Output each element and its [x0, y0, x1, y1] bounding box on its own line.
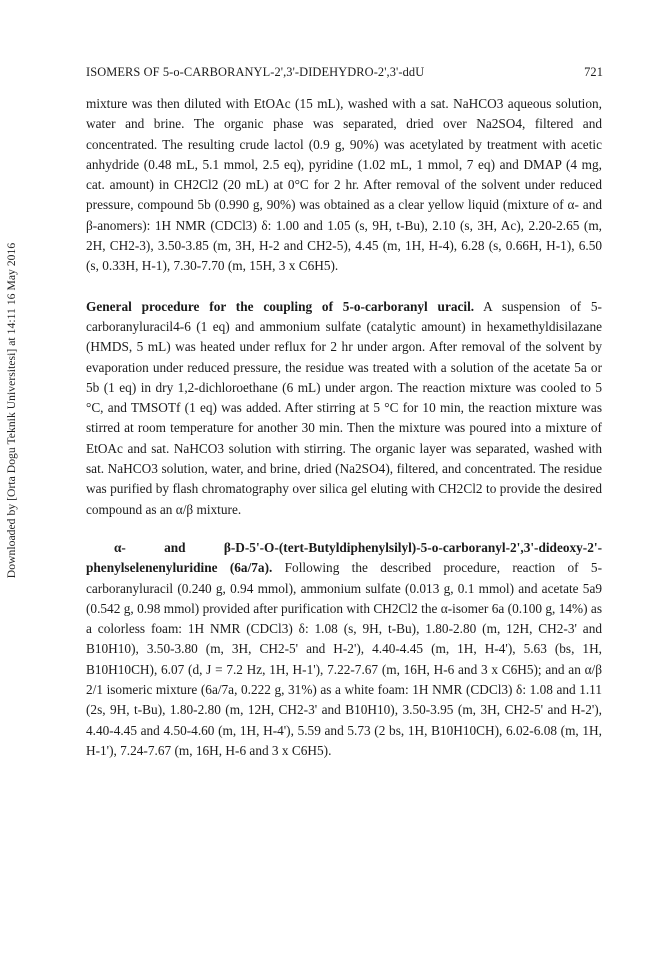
section-heading-general-procedure: General procedure for the coupling of 5-o-carboranyl uracil.: [86, 298, 475, 314]
running-title: ISOMERS OF 5-o-CARBORANYL-2',3'-DIDEHYDRO-2',3'-ddU: [86, 65, 425, 79]
paragraph-compound-6a-7a: [86, 538, 602, 761]
page-body: [86, 94, 602, 761]
paragraph-general-procedure: [86, 297, 602, 520]
compound-heading-6a-7a: α- and β-D-5'-O-(tert-Butyldiphenylsilyl)-5-o-carboranyl-2',3'-dideoxy-2'-phenylselenenyluridine (6a/7a).: [86, 539, 602, 576]
download-watermark: [2, 150, 22, 670]
page-number: 721: [584, 65, 603, 79]
general-procedure-text: A suspension of 5-carboranyluracil4-6 (1 eq) and ammonium sulfate (catalytic amount) in hexamethyldisilazane (HMDS, 5 mL) was heated under reflux for 2 hr under argon. After removal of the solvent by evaporation under reduced pressure, the residue was treated with a solution of the acetate 5a or 5b (1 eq) in dry 1,2-dichloroethane (6 mL) under argon. The reaction mixture was cooled to 5 °C, and TMSOTf (1 eq) was added. After stirring at 5 °C for 10 min, the reaction mixture was stirred at room temperature for another 30 min. Then the mixture was poured into a mixture of EtOAc and sat. NaHCO3 solution with stirring. The organic layer was separated, washed with sat. NaHCO3 solution, water, and brine, dried (Na2SO4), filtered, and concentrated. The residue was purified by flash chromatography over silica gel eluting with CH2Cl2 to provide the desired compound as an α/β mixture.: [86, 298, 602, 517]
download-note: Downloaded by [Orta Dogu Teknik Universitesi] at 14:11 16 May 2016: [5, 242, 19, 578]
paragraph-continuation: mixture was then diluted with EtOAc (15 mL), washed with a sat. NaHCO3 aqueous solution, water and brine. The organic phase was separated, dried over Na2SO4, filtered and concentrated. The resulting crude lactol (0.9 g, 90%) was acetylated by treatment with acetic anhydride (0.48 mL, 5.1 mmol, 2.5 eq), pyridine (1.02 mL, 1 mmol, 7 eq) and DMAP (4 mg, cat. amount) in CH2Cl2 (20 mL) at 0°C for 2 hr. After removal of the solvent under reduced pressure, compound 5b (0.990 g, 90%) was obtained as a clear yellow liquid (mixture of α- and β-anomers): 1H NMR (CDCl3) δ: 1.00 and 1.05 (s, 9H, t-Bu), 2.10 (s, 3H, Ac), 2.20-2.65 (m, 2H, CH2-3), 3.50-3.85 (m, 3H, H-2 and CH2-5), 4.45 (m, 1H, H-4), 6.28 (s, 0.66H, H-1), 6.50 (s, 0.33H, H-1), 7.30-7.70 (m, 15H, 3 x C6H5).: [86, 96, 602, 274]
compound-6a-7a-text: Following the described procedure, reaction of 5-carboranyluracil (0.240 g, 0.94 mmol), ammonium sulfate (0.013 g, 0.1 mmol) and acetate 5a9 (0.542 g, 0.98 mmol) provided after purification with CH2Cl2 the α-isomer 6a (0.100 g, 14%) as a colorless foam: 1H NMR (CDCl3) δ: 1.08 (s, 9H, t-Bu), 1.80-2.80 (m, 12H, CH2-3' and B10H10), 3.50-3.80 (m, 3H, CH2-5' and H-2'), 4.40-4.45 (m, 1H, H-4'), 5.63 (bs, 1H, B10H10CH), 6.07 (d, J = 7.2 Hz, 1H, H-1'), 7.22-7.67 (m, 16H, H-6 and 3 x C6H5); and an α/β 2/1 isomeric mixture (6a/7a, 0.222 g, 31%) as a white foam: 1H NMR (CDCl3) δ: 1.08 and 1.11 (2s, 9H, t-Bu), 1.80-2.80 (m, 12H, CH2-3' and B10H10), 3.50-3.95 (m, 3H, CH2-5' and H-2'), 4.40-4.45 and 4.50-4.60 (m, 1H, H-4'), 5.59 and 5.73 (2 bs, 1H, B10H10CH), 6.02-6.08 (m, 1H, H-1'), 7.24-7.67 (m, 16H, H-6 and 3 x C6H5).: [86, 560, 602, 758]
